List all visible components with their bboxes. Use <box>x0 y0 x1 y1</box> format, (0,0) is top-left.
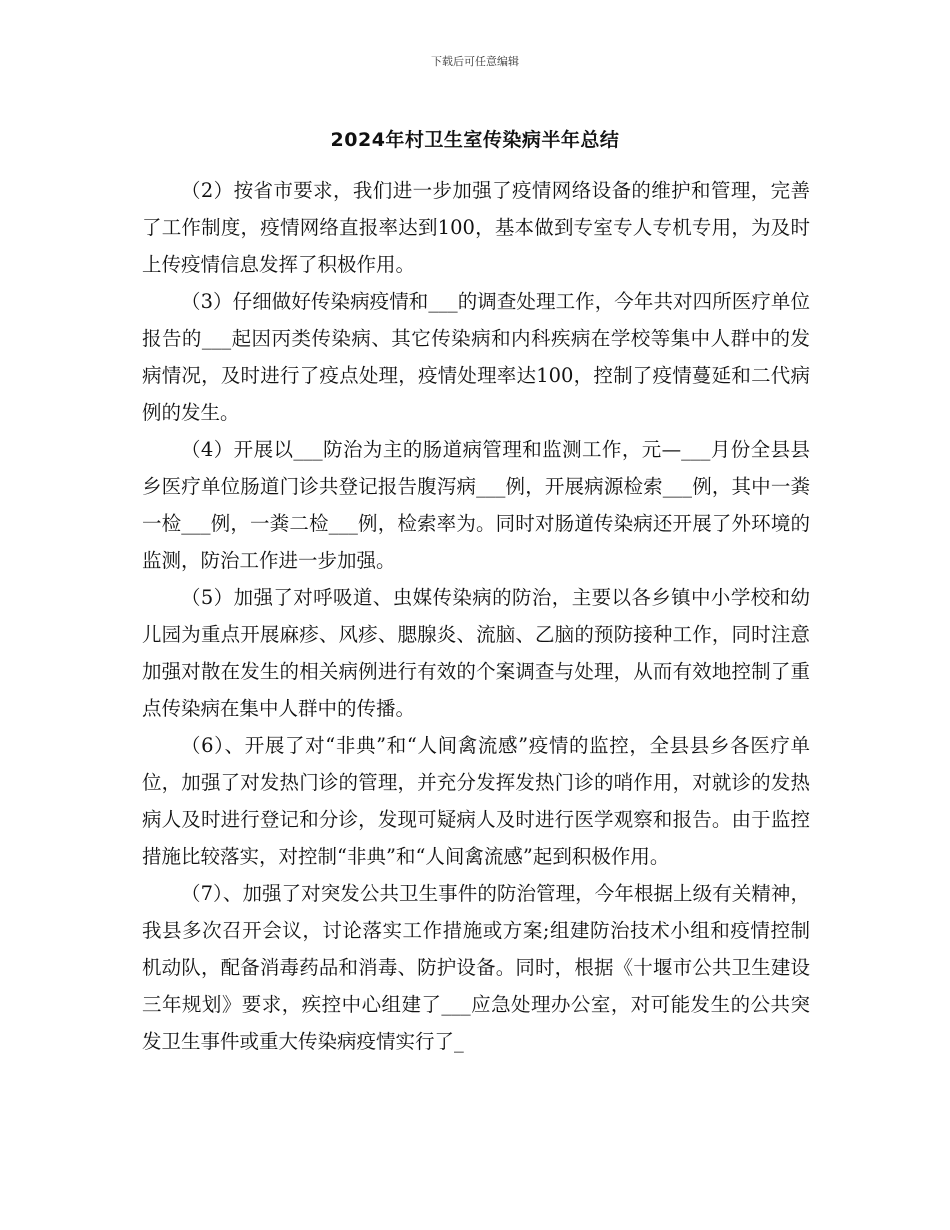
document-body <box>142 172 810 1060</box>
document-title: 2024年村卫生室传染病半年总结 <box>330 129 620 151</box>
paragraph-2: （2）按省市要求，我们进一步加强了疫情网络设备的维护和管理，完善了工作制度，疫情网络直报率达到100，基本做到专室专人专机专用，为及时上传疫情信息发挥了积极作用。 <box>142 179 810 276</box>
paragraph-7: （7）、加强了对突发公共卫生事件的防治管理，今年根据上级有关精神，我县多次召开会议，讨论落实工作措施或方案;组建防治技术小组和疫情控制机动队，配备消毒药品和消毒、防护设备。同时，根据《十堰市公共卫生建设三年规划》要求，疾控中心组建了___应急处理办公室，对可能发生的公共突发卫生事件或重大传染病疫情实行了_ <box>142 882 810 1053</box>
paragraph-3: （3）仔细做好传染病疫情和___的调查处理工作，今年共对四所医疗单位报告的___起因丙类传染病、其它传染病和内科疾病在学校等集中人群中的发病情况，及时进行了疫点处理，疫情处理率达100，控制了疫情蔓延和二代病例的发生。 <box>142 290 810 424</box>
paragraph-6: （6）、开展了对“非典”和“人间禽流感”疫情的监控，全县县乡各医疗单位，加强了对发热门诊的管理，并充分发挥发热门诊的哨作用，对就诊的发热病人及时进行登记和分诊，发现可疑病人及时进行医学观察和报告。由于监控措施比较落实，对控制“非典”和“人间禽流感”起到积极作用。 <box>142 734 810 868</box>
paragraph-5: （5）加强了对呼吸道、虫媒传染病的防治，主要以各乡镇中小学校和幼儿园为重点开展麻疹、风疹、腮腺炎、流脑、乙脑的预防接种工作，同时注意加强对散在发生的相关病例进行有效的个案调查与处理，从而有效地控制了重点传染病在集中人群中的传播。 <box>142 586 810 720</box>
header-note: 下载后可任意编辑 <box>431 55 519 68</box>
paragraph-4: （4）开展以___防治为主的肠道病管理和监测工作，元—___月份全县县乡医疗单位肠道门诊共登记报告腹泻病___例，开展病源检索___例，其中一粪一检___例，一粪二检___例，检索率为。同时对肠道传染病还开展了外环境的监测，防治工作进一步加强。 <box>142 438 810 572</box>
